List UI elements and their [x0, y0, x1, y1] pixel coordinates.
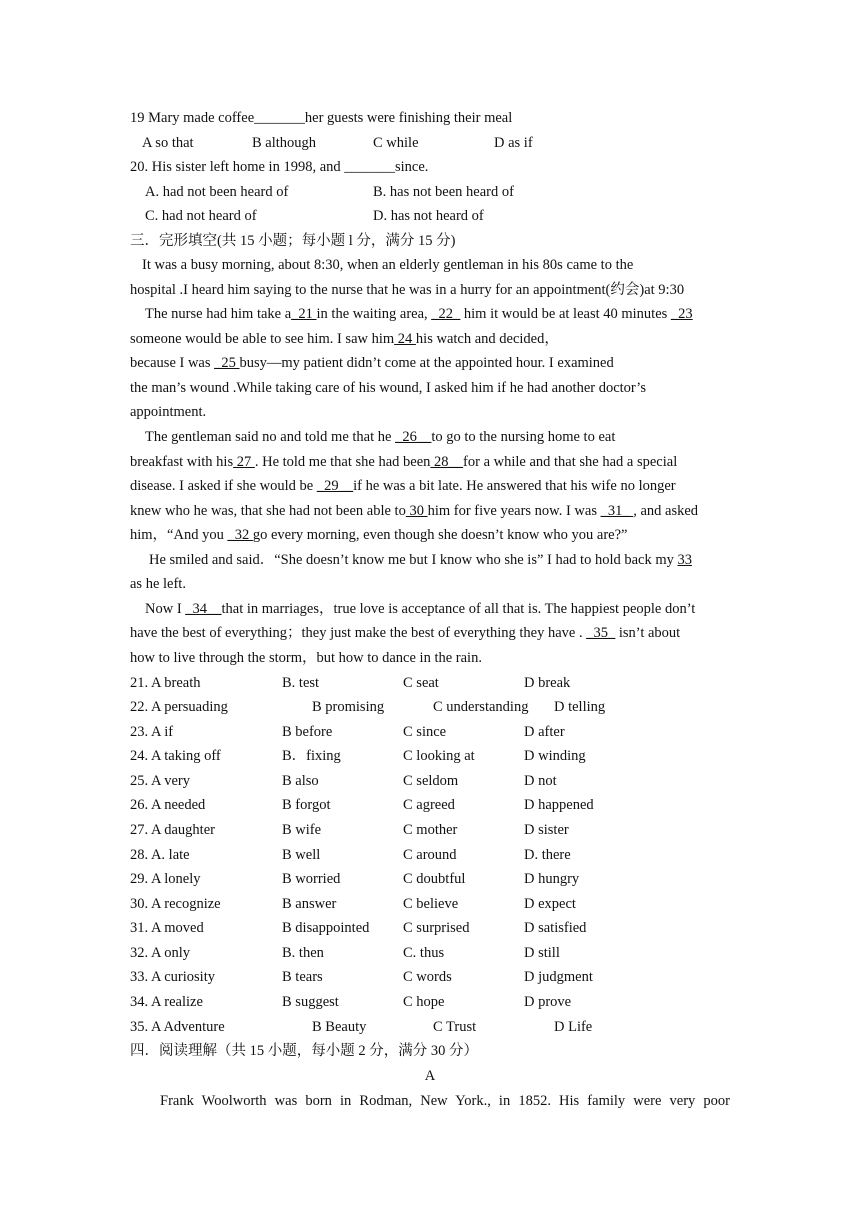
blank: _______	[344, 159, 396, 175]
passage-line: Now I _34__that in marriages，true love is acceptance of all that is. The happiest people don’t	[145, 601, 696, 617]
passage-line: him，“And you _32 go every morning, even though she doesn’t know who you are?”	[130, 527, 628, 543]
blank-30: 30	[405, 503, 428, 519]
passage-line: because I was _25 busy—my patient didn’t come at the appointed hour. I examined	[130, 355, 614, 371]
passage-line: appointment.	[130, 404, 207, 420]
passage-line: someone would be able to see him. I saw him 24 his watch and decided，	[130, 331, 559, 347]
document-page: 19 Mary made coffee_______her guests were finishing their meal A so that B although C while D as if 20. His sister left home in 1998, and _______since. A. had not been heard of B. has not been heard of C. had not heard of D. has not heard of 三．完形填空(共 15 小题；每小题 l 分，满分 15 分) It was a busy morning, about 8:30, when an elderly gentleman in his 80s came to the hospital .I heard him saying to the nurse that he was in a hurry for an appointment(约会)at 9:30 The nurse had him take a_21 in the waiting area, _22_ him it would be at least 40 minutes _23 someone would be able to see him. I saw him 24 his watch and decided， because I was _25 busy—my patient didn’t come at the appointed hour. I examined the man’s wound .While taking care of his wound, I asked him if he had another doctor’s appointment. The gentleman said no and told me that he _26__to go to the nursing home to eat breakfast with his 27 . He told me that she had been 28__for a while and that she had a special disease. I asked if she would be _29__if he was a bit late. He answered that his wife no longer knew who he was, that she had not been able to 30 him for five years now. I was _31_ , and asked him，“And you _32 go every morning, even though she doesn’t know who you are?” He smiled and said．“She doesn’t know me but I know who she is” I had to hold back my 33 as he left. Now I _34__that in marriages，true love is acceptance of all that is. The happiest people don’t have the best of everything；they just make the best of everything they have . _35_ isn’t about how to live through the storm，but how to dance in the rain. 21. A breath B. test C seat D break 22. A persuading B promising C understanding D telling 23. A if B before C since D after 24. A taking off B．fixing C looking at D winding 25. A very B also C seldom D not 26. A needed B forgot C agreed D happened 27. A daughter B wife C mother D sister 28. A. late B well C around D. there 29. A lonely B worried C doubtful D hungry 30. A recognize B answer C believe D expect 31. A moved B disappointed C surprised D satisfied 32. A only B. then C. thus D still 33. A curiosity B tears C words D judgment 34. A realize B suggest C hope D prove 35. A Adventure B Beauty C Trust D Life 四．阅读理解（共 15 小题，每小题 2 分，满分 30 分） A Frank Woolworth was born in Rodman, New York., in 1852. His family were very poor	[0, 0, 860, 1216]
blank-32: _32	[227, 527, 253, 543]
blank-24: 24	[394, 331, 416, 347]
option-c: C while	[373, 135, 419, 151]
option-d: D. has not heard of	[373, 208, 484, 224]
passage-line: have the best of everything；they just make the best of everything they have . _35_ isn’t about	[130, 625, 681, 641]
blank-35: _35_	[586, 625, 616, 641]
blank-31: _31_	[600, 503, 634, 519]
blank-33: 33	[677, 552, 692, 568]
section-heading-cloze: 三．完形填空(共 15 小题；每小题 l 分，满分 15 分)	[130, 233, 456, 249]
passage-line: the man’s wound .While taking care of his wound, I asked him if he had another doctor’s	[130, 380, 646, 396]
question-20-stem: 20. His sister left home in 1998, and _______since.	[130, 159, 429, 175]
blank-27: 27	[233, 454, 255, 470]
blank-23: _23	[670, 306, 693, 322]
passage-line: knew who he was, that she had not been able to 30 him for five years now. I was _31_ , and asked	[130, 503, 699, 519]
passage-line: The gentleman said no and told me that he _26__to go to the nursing home to eat	[145, 429, 616, 445]
passage-line: He smiled and said．“She doesn’t know me but I know who she is” I had to hold back my 33	[149, 552, 692, 568]
passage-line: The nurse had him take a_21 in the waiting area, _22_ him it would be at least 40 minutes _23	[145, 306, 693, 322]
option-c: C. had not heard of	[145, 208, 257, 224]
option-a: A so that	[142, 135, 194, 151]
blank-25: _25	[214, 355, 240, 371]
blank-26: _26__	[395, 429, 432, 445]
option-d: D as if	[494, 135, 533, 151]
blank-34: _34__	[185, 601, 222, 617]
blank: _______	[254, 110, 305, 126]
section-heading-reading: 四．阅读理解（共 15 小题，每小题 2 分，满分 30 分）	[130, 1043, 478, 1059]
passage-part-label: A	[424, 1068, 436, 1084]
passage-line: how to live through the storm，but how to dance in the rain.	[130, 650, 482, 666]
reading-passage-first-line: Frank Woolworth was born in Rodman, New York., in 1852. His family were very poor	[160, 1093, 730, 1109]
question-19-stem: 19 Mary made coffee_______her guests were finishing their meal	[130, 110, 513, 126]
passage-line: breakfast with his 27 . He told me that she had been 28__for a while and that she had a special	[130, 454, 678, 470]
blank-29: _29__	[316, 478, 354, 494]
blank-22: _22_	[431, 306, 461, 322]
passage-line: hospital .I heard him saying to the nurse that he was in a hurry for an appointment(约会)at 9:30	[130, 282, 685, 298]
option-b: B. has not been heard of	[373, 184, 514, 200]
option-a: A. had not been heard of	[145, 184, 289, 200]
blank-28: 28__	[430, 454, 464, 470]
blank-21: _21	[291, 306, 317, 322]
option-b: B although	[252, 135, 317, 151]
passage-line: as he left.	[130, 576, 186, 592]
passage-line: disease. I asked if she would be _29__if he was a bit late. He answered that his wife no longer	[130, 478, 676, 494]
passage-line: It was a busy morning, about 8:30, when an elderly gentleman in his 80s came to the	[142, 257, 634, 273]
